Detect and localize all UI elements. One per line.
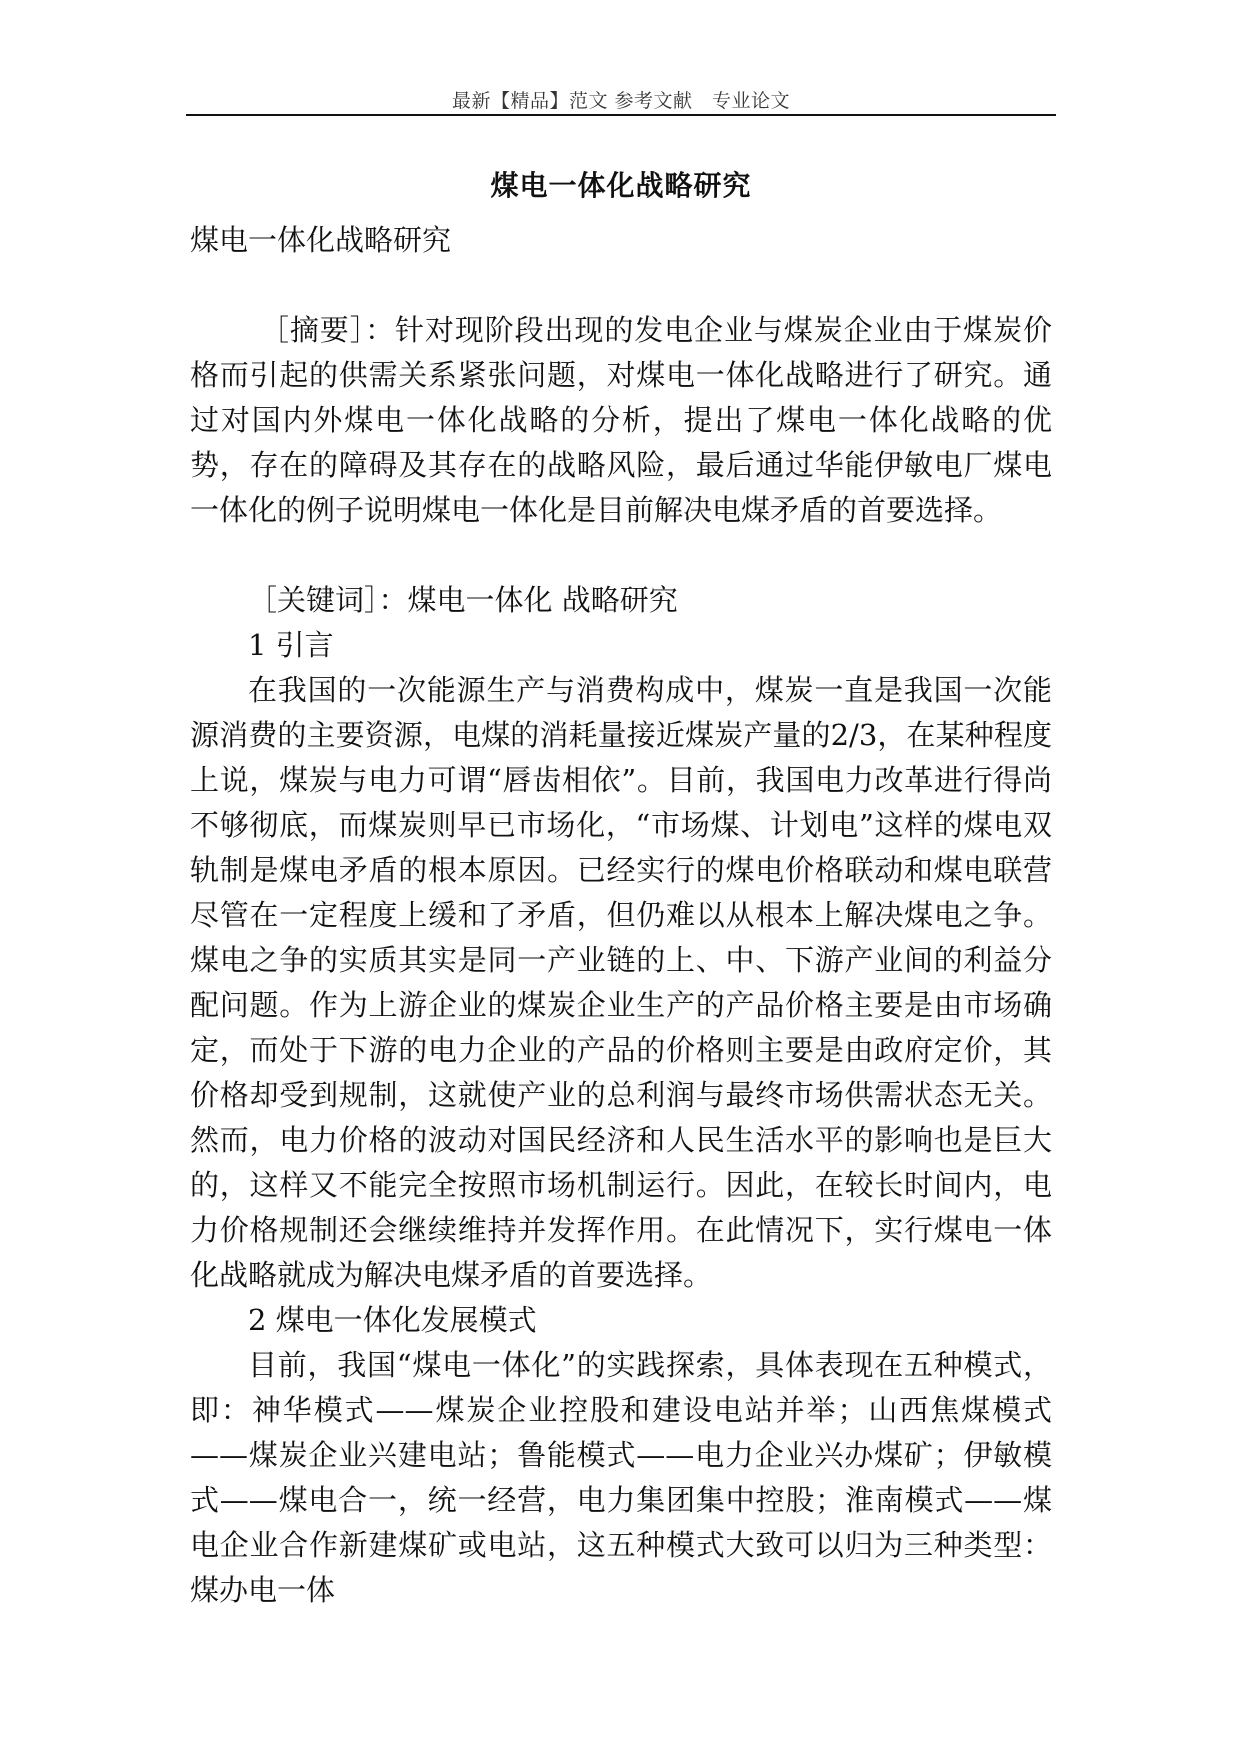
document-title: 煤电一体化战略研究 (490, 169, 752, 202)
section-2-heading: 2 煤电一体化发展模式 (248, 1303, 537, 1337)
header-rule (186, 114, 1056, 116)
section-1-heading: 1 引言 (248, 628, 334, 662)
document-subtitle: 煤电一体化战略研究 (190, 223, 452, 257)
section-1-paragraph: 在我国的一次能源生产与消费构成中，煤炭一直是我国一次能源消费的主要资源，电煤的消耗量接近煤炭产量的2/3，在某种程度上说，煤炭与电力可谓“唇齿相依”。目前，我国电力改革进行得尚不够彻底，而煤炭则早已市场化，“市场煤、计划电”这样的煤电双轨制是煤电矛盾的根本原因。已经实行的煤电价格联动和煤电联营尽管在一定程度上缓和了矛盾，但仍难以从根本上解决煤电之争。煤电之争的实质其实是同一产业链的上、中、下游产业间的利益分配问题。作为上游企业的煤炭企业生产的产品价格主要是由市场确定，而处于下游的电力企业的产品的价格则主要是由政府定价，其价格却受到规制，这就使产业的总利润与最终市场供需状态无关。然而，电力价格的波动对国民经济和人民生活水平的影响也是巨大的，这样又不能完全按照市场机制运行。因此，在较长时间内，电力价格规制还会继续维持并发挥作用。在此情况下，实行煤电一体化战略就成为解决电煤矛盾的首要选择。 (190, 673, 1052, 1292)
section-2-paragraph: 目前，我国“煤电一体化”的实践探索，具体表现在五种模式，即：神华模式——煤炭企业控股和建设电站并举；山西焦煤模式——煤炭企业兴建电站；鲁能模式——电力企业兴办煤矿；伊敏模式——煤电合一，统一经营，电力集团集中控股；淮南模式——煤电企业合作新建煤矿或电站，这五种模式大致可以归为三种类型：煤办电一体 (190, 1348, 1052, 1607)
keywords-line: ［关键词］：煤电一体化 战略研究 (248, 583, 678, 617)
abstract-paragraph: ［摘要］：针对现阶段出现的发电企业与煤炭企业由于煤炭价格而引起的供需关系紧张问题，对煤电一体化战略进行了研究。通过对国内外煤电一体化战略的分析，提出了煤电一体化战略的优势，存在的障碍及其存在的战略风险，最后通过华能伊敏电厂煤电一体化的例子说明煤电一体化是目前解决电煤矛盾的首要选择。 (190, 313, 1052, 527)
running-header: 最新【精品】范文 参考文献 专业论文 (451, 90, 791, 112)
document-body (190, 218, 1052, 1613)
